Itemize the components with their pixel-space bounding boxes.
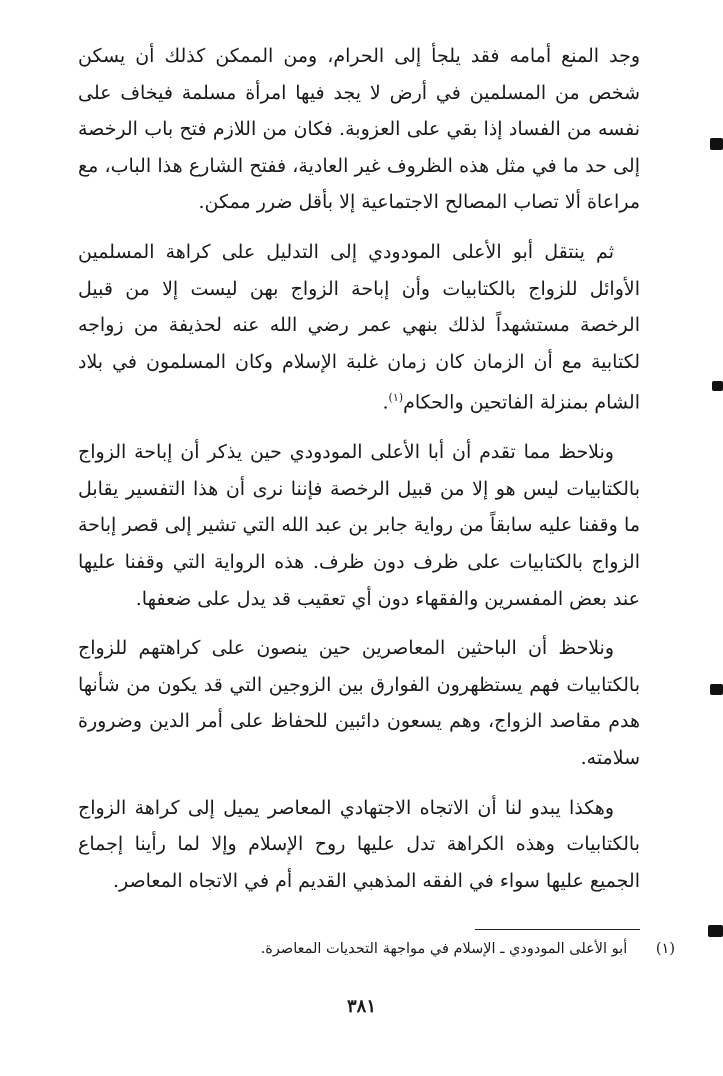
footnote-number: (١): [655, 941, 675, 957]
binding-mark: [712, 381, 723, 391]
paragraph-2: [78, 234, 640, 421]
body-text: [78, 38, 640, 899]
footnote-text: أبو الأعلى المودودي ـ الإسلام في مواجهة التحديات المعاصرة.: [260, 941, 628, 957]
paragraph-2-end: .: [382, 391, 389, 414]
binding-mark: [708, 925, 723, 937]
paragraph-5: وهكذا يبدو لنا أن الاتجاه الاجتهادي المعاصر يميل إلى كراهة الزواج بالكتابيات وهذه الكراهة تدل عليها روح الإسلام وإلا لما رأينا إجماع الجميع عليها سواء في الفقه المذهبي القديم أم في الاتجاه المعاصر.: [78, 796, 640, 892]
paragraph-3: ونلاحظ مما تقدم أن أبا الأعلى المودودي حين يذكر أن إباحة الزواج بالكتابيات ليس هو إلا من قبيل الرخصة فإننا نرى أن هذا التفسير يقابل ما وقفنا عليه سابقاً من رواية جابر بن عبد الله التي تشير إلى قصر إباحة الزواج بالكتابيات على ظرف دون ظرف. هذه الرواية التي وقفنا عليها عند بعض المفسرين والفقهاء دون أي تعقيب قد يدل على ضعفها.: [78, 441, 640, 610]
binding-mark: [710, 138, 723, 150]
page-number: ٣٨١: [346, 996, 376, 1017]
footnote-divider: [475, 929, 640, 930]
footnote-reference[interactable]: (١): [388, 391, 404, 405]
paragraph-4: ونلاحظ أن الباحثين المعاصرين حين ينصون على كراهتهم للزواج بالكتابيات فهم يستظهرون الفوارق بين الزوجين التي قد يكون من شأنها هدم مقاصد الزواج، وهم يسعون دائبين للحفاظ على أمر الدين وضرورة سلامته.: [78, 637, 640, 770]
binding-mark: [710, 684, 723, 695]
paragraph-2-text: ثم ينتقل أبو الأعلى المودودي إلى التدليل على كراهة المسلمين الأوائل للزواج بالكتابيات وأن إباحة الزواج بهن ليست إلا من قبيل الرخصة مستشهداً لذلك بنهي عمر رضي الله عنه لحذيفة من زواجه لكتابية مع أن الزمان كان زمان غلبة الإسلام وكان المسلمون في بلاد الشام بمنزلة الفاتحين والحكام: [78, 240, 640, 414]
paragraph-1: وجد المنع أمامه فقد يلجأ إلى الحرام، ومن الممكن كذلك أن يسكن شخص من المسلمين في أرض لا يجد فيها امرأة مسلمة فيخاف على نفسه من الفساد إذا بقي على العزوبة. فكان من اللازم فتح باب الرخصة إلى حد ما في مثل هذه الظروف غير العادية، ففتح الشارع هذا الباب، مع مراعاة ألا تصاب المصالح الاجتماعية إلا بأقل ضرر ممكن.: [78, 45, 640, 214]
footnote: [115, 938, 675, 960]
